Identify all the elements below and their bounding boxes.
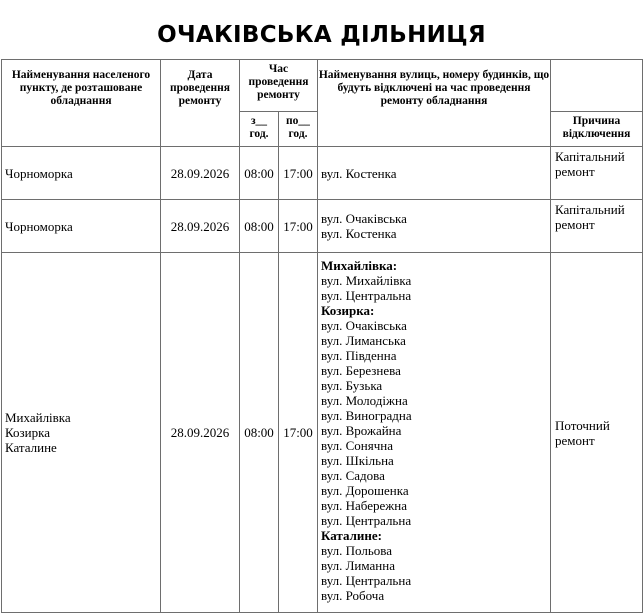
header-locality: Найменування населеного пункту, де розташоване обладнання <box>2 60 161 147</box>
street-line: вул. Лиманна <box>321 558 395 573</box>
cause-cell <box>551 200 643 253</box>
street-line: вул. Врожайна <box>321 423 402 438</box>
street-line: вул. Бузька <box>321 378 383 393</box>
table-row <box>2 147 643 200</box>
header-row <box>2 60 643 112</box>
header-date: Дата проведення ремонту <box>161 60 240 147</box>
cause-cell <box>551 253 643 613</box>
header-time: Час проведення ремонту <box>240 60 318 112</box>
locality-cell <box>2 147 161 200</box>
street-line: вул. Центральна <box>321 573 412 588</box>
cause-text: Капітальний ремонт <box>555 202 625 232</box>
street-line: вул. Костенка <box>321 165 397 181</box>
village-heading: Михайлівка: <box>321 258 398 273</box>
locality-name: Каталине <box>5 440 57 455</box>
street-line: вул. Виноградна <box>321 408 412 423</box>
village-heading: Каталине: <box>321 528 382 543</box>
page-title: ОЧАКІВСЬКА ДІЛЬНИЦЯ <box>157 22 486 48</box>
cause-text: Поточний ремонт <box>555 417 610 448</box>
street-line: вул. Південна <box>321 348 397 363</box>
time-to-cell: 17:00 <box>279 147 318 200</box>
locality-cell <box>2 253 161 613</box>
cause-text: Капітальний ремонт <box>555 149 625 179</box>
streets-cell <box>318 147 551 200</box>
repair-schedule-table <box>1 59 643 613</box>
street-line: вул. Робоча <box>321 588 385 603</box>
street-line: вул. Лиманська <box>321 333 406 348</box>
header-time-from: з__ год. <box>240 112 279 147</box>
street-line: вул. Садова <box>321 468 385 483</box>
header-streets: Найменування вулиць, номеру будинків, що будуть відключені на час проведення ремонту обладнання <box>318 60 551 147</box>
street-line: вул. Очаківська <box>321 211 407 226</box>
date-cell: 28.09.2026 <box>161 147 240 200</box>
header-blank <box>551 60 643 112</box>
time-from-cell: 08:00 <box>240 200 279 253</box>
time-to-cell: 17:00 <box>279 253 318 613</box>
streets-cell <box>318 200 551 253</box>
locality-name: Михайлівка <box>5 410 71 425</box>
street-line: вул. Польова <box>321 543 392 558</box>
header-time-to: по__ год. <box>279 112 318 147</box>
street-line: вул. Центральна <box>321 513 412 528</box>
street-line: вул. Березнева <box>321 363 401 378</box>
street-line: вул. Костенка <box>321 226 397 241</box>
street-line: вул. Очаківська <box>321 318 407 333</box>
streets-cell <box>318 253 551 613</box>
locality-name: Чорноморка <box>5 218 73 234</box>
street-line: вул. Шкільна <box>321 453 394 468</box>
table-row <box>2 253 643 613</box>
table-row <box>2 200 643 253</box>
time-to-cell: 17:00 <box>279 200 318 253</box>
locality-name: Чорноморка <box>5 165 73 181</box>
time-from-cell: 08:00 <box>240 147 279 200</box>
header-cause: Причина відключення <box>551 112 643 147</box>
street-line: вул. Набережна <box>321 498 407 513</box>
date-cell: 28.09.2026 <box>161 253 240 613</box>
street-line: вул. Дорошенка <box>321 483 409 498</box>
time-from-cell: 08:00 <box>240 253 279 613</box>
locality-name: Козирка <box>5 425 51 440</box>
street-line: вул. Михайлівка <box>321 273 412 288</box>
cause-cell <box>551 147 643 200</box>
date-cell: 28.09.2026 <box>161 200 240 253</box>
street-line: вул. Молодіжна <box>321 393 408 408</box>
locality-cell <box>2 200 161 253</box>
street-line: вул. Центральна <box>321 288 412 303</box>
village-heading: Козирка: <box>321 303 375 318</box>
street-line: вул. Сонячна <box>321 438 393 453</box>
